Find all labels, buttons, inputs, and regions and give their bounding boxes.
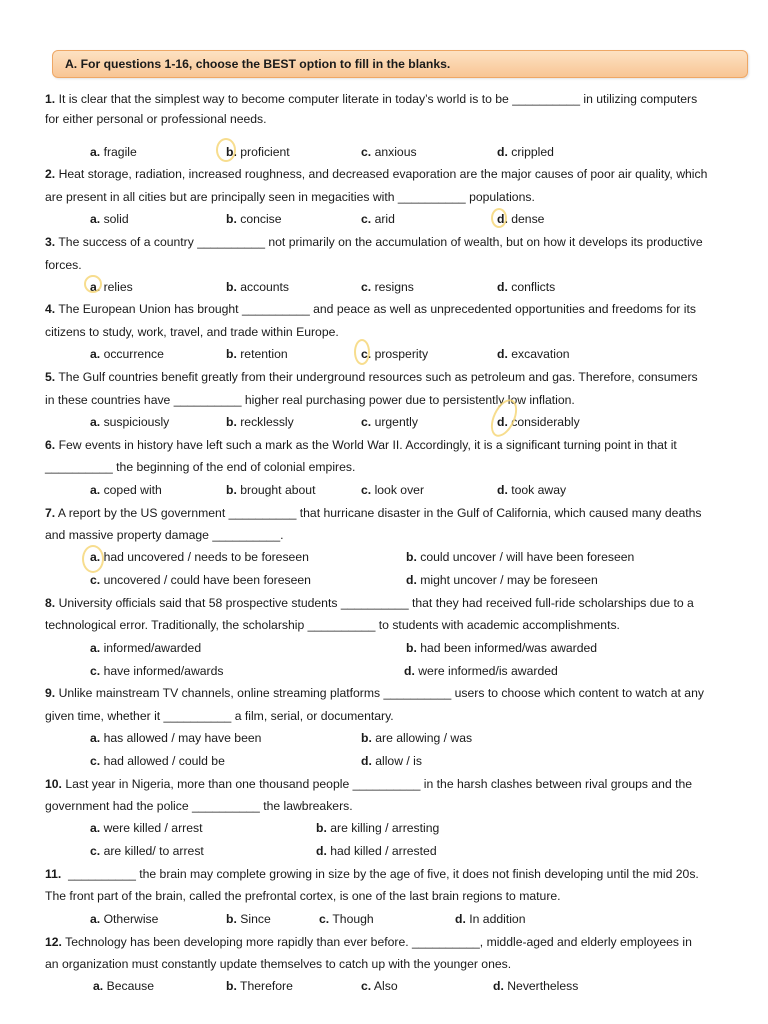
question-4-option-b[interactable] — [226, 347, 288, 361]
text-segment: Unlike mainstream TV channels, online streaming platforms __________ users to choose which content to watch at any — [58, 686, 704, 700]
question-6-line-1 — [45, 438, 677, 452]
question-12-option-b[interactable] — [226, 979, 293, 993]
option-letter: b. — [316, 821, 327, 835]
text-segment: had uncovered / needs to be foreseen — [103, 550, 309, 564]
question-6-option-b[interactable] — [226, 483, 315, 497]
question-2-option-b[interactable] — [226, 212, 282, 226]
option-letter: c. — [361, 415, 372, 429]
option-letter: d. — [493, 979, 504, 993]
text-segment: are present in all cities but are principally seen in megacities with __________ populations. — [45, 190, 535, 204]
text-segment: Technology has been developing more rapidly than ever before. __________, middle-aged and elderly employees in — [65, 935, 692, 949]
option-letter: 3. — [45, 235, 56, 249]
question-7-option-a[interactable] — [90, 550, 309, 564]
text-segment: Few events in history have left such a mark as the World War II. Accordingly, it is a significant turning point in that it — [58, 438, 677, 452]
section-instruction-banner — [52, 50, 748, 78]
text-segment: look over — [374, 483, 425, 497]
text-segment: The success of a country __________ not primarily on the accumulation of wealth, but on how it develops its productive — [58, 235, 703, 249]
option-letter: c. — [361, 979, 372, 993]
question-2-option-a[interactable] — [90, 212, 129, 226]
question-12-option-a[interactable] — [93, 979, 154, 993]
question-9-option-b[interactable] — [361, 731, 472, 745]
text-segment: accounts — [240, 280, 290, 294]
question-6-line-2 — [45, 460, 355, 474]
option-letter: d. — [316, 844, 327, 858]
answer-circle-mark — [82, 545, 104, 573]
text-segment: solid — [103, 212, 129, 226]
text-segment: conflicts — [511, 280, 556, 294]
option-letter: c. — [319, 912, 330, 926]
question-9-line-1 — [45, 686, 704, 700]
question-1-option-c[interactable] — [361, 145, 417, 159]
option-letter: d. — [497, 212, 508, 226]
text-segment: prosperity — [374, 347, 429, 361]
option-letter: a. — [90, 550, 101, 564]
text-segment: coped with — [103, 483, 162, 497]
question-7-option-c[interactable] — [90, 573, 311, 587]
question-2-line-1 — [45, 167, 707, 181]
option-letter: c. — [90, 664, 101, 678]
text-segment: has allowed / may have been — [103, 731, 262, 745]
question-5-line-2 — [45, 393, 575, 407]
text-segment: took away — [511, 483, 567, 497]
text-segment: Since — [240, 912, 271, 926]
text-segment: technological error. Traditionally, the scholarship __________ to students with academic accomplishments. — [45, 618, 620, 632]
option-letter: a. — [90, 212, 101, 226]
option-letter: a. — [90, 731, 101, 745]
text-segment: considerably — [511, 415, 580, 429]
text-segment: recklessly — [240, 415, 294, 429]
option-letter: c. — [90, 844, 101, 858]
option-letter: d. — [361, 754, 372, 768]
question-12-option-d[interactable] — [493, 979, 578, 993]
option-letter: a. — [90, 641, 101, 655]
text-segment: In addition — [469, 912, 526, 926]
question-10-option-c[interactable] — [90, 844, 204, 858]
option-letter: 12. — [45, 935, 62, 949]
text-segment: fragile — [103, 145, 137, 159]
text-segment: given time, whether it __________ a film, serial, or documentary. — [45, 709, 394, 723]
text-segment: A report by the US government __________ that hurricane disaster in the Gulf of California, which caused many deaths — [57, 506, 702, 520]
option-letter: d. — [406, 573, 417, 587]
text-segment: Though — [332, 912, 374, 926]
question-11-line-1 — [45, 867, 699, 881]
option-letter: c. — [361, 483, 372, 497]
question-2-option-c[interactable] — [361, 212, 395, 226]
option-letter: b. — [226, 212, 237, 226]
option-letter: 4. — [45, 302, 56, 316]
question-1-option-d[interactable] — [497, 145, 554, 159]
question-3-option-b[interactable] — [226, 280, 289, 294]
option-letter: d. — [404, 664, 415, 678]
option-letter: b. — [226, 145, 237, 159]
text-segment: retention — [240, 347, 288, 361]
answer-circle-mark — [216, 138, 236, 162]
option-letter: 8. — [45, 596, 56, 610]
text-segment: in these countries have __________ higher real purchasing power due to persistently low inflation. — [45, 393, 575, 407]
text-segment: had been informed/was awarded — [420, 641, 598, 655]
text-segment: occurrence — [103, 347, 164, 361]
text-segment: The Gulf countries benefit greatly from their underground resources such as petroleum and gas. Therefore, consumers — [58, 370, 698, 384]
question-3-option-d[interactable] — [497, 280, 555, 294]
option-letter: c. — [90, 754, 101, 768]
question-5-option-b[interactable] — [226, 415, 294, 429]
question-11-option-c[interactable] — [319, 912, 374, 926]
option-letter: c. — [361, 145, 372, 159]
question-8-line-1 — [45, 596, 694, 610]
question-5-option-a[interactable] — [90, 415, 169, 429]
text-segment: dense — [511, 212, 545, 226]
question-10-line-2 — [45, 799, 353, 813]
text-segment: Heat storage, radiation, increased roughness, and decreased evaporation are the major causes of poor air quality, which — [58, 167, 708, 181]
text-segment: proficient — [240, 145, 290, 159]
option-letter: a. — [90, 347, 101, 361]
question-8-line-2 — [45, 618, 620, 632]
question-7-option-b[interactable] — [406, 550, 634, 564]
question-4-option-a[interactable] — [90, 347, 164, 361]
answer-circle-mark — [354, 339, 370, 365]
option-letter: a. — [93, 979, 104, 993]
option-letter: 5. — [45, 370, 56, 384]
text-segment: government had the police __________ the lawbreakers. — [45, 799, 353, 813]
question-4-line-2 — [45, 325, 339, 339]
text-segment: uncovered / could have been foreseen — [103, 573, 311, 587]
option-letter: b. — [226, 415, 237, 429]
option-letter: 10. — [45, 777, 62, 791]
question-6-option-d[interactable] — [497, 483, 566, 497]
question-5-option-c[interactable] — [361, 415, 418, 429]
question-12-line-1 — [45, 935, 692, 949]
question-3-option-c[interactable] — [361, 280, 414, 294]
question-7-line-1 — [45, 506, 702, 520]
question-8-option-c[interactable] — [90, 664, 223, 678]
question-7-option-d[interactable] — [406, 573, 598, 587]
text-segment: relies — [103, 280, 133, 294]
option-letter: b. — [406, 550, 417, 564]
text-segment: are killed/ to arrest — [103, 844, 204, 858]
text-segment: were killed / arrest — [103, 821, 203, 835]
option-letter: d. — [497, 145, 508, 159]
question-7-line-2 — [45, 528, 284, 542]
text-segment: for either personal or professional needs. — [45, 112, 267, 126]
question-1-option-a[interactable] — [90, 145, 137, 159]
question-11-option-a[interactable] — [90, 912, 158, 926]
option-letter: a. — [90, 280, 101, 294]
question-12-option-c[interactable] — [361, 979, 398, 993]
question-9-option-d[interactable] — [361, 754, 422, 768]
option-letter: b. — [361, 731, 372, 745]
option-letter: a. — [90, 145, 101, 159]
text-segment: forces. — [45, 258, 82, 272]
text-segment: might uncover / may be foreseen — [420, 573, 598, 587]
option-letter: c. — [90, 573, 101, 587]
question-10-option-a[interactable] — [90, 821, 202, 835]
text-segment: are allowing / was — [375, 731, 473, 745]
text-segment: Nevertheless — [507, 979, 579, 993]
question-4-option-d[interactable] — [497, 347, 570, 361]
text-segment: resigns — [374, 280, 414, 294]
text-segment: an organization must constantly update themselves to catch up with the younger ones. — [45, 957, 512, 971]
text-segment: brought about — [240, 483, 316, 497]
text-segment: It is clear that the simplest way to become computer literate in today’s world is to be __________ in utilizing computers — [58, 92, 698, 106]
text-segment: have informed/awards — [103, 664, 224, 678]
text-segment: University officials said that 58 prospective students __________ that they had received full-ride scholarships due to a — [58, 596, 694, 610]
question-9-line-2 — [45, 709, 394, 723]
option-letter: c. — [361, 212, 372, 226]
text-segment: had killed / arrested — [330, 844, 437, 858]
text-segment: __________ the brain may complete growing in size by the age of five, it does not finish developing until the mid 20s. — [68, 867, 699, 881]
text-segment: were informed/is awarded — [418, 664, 558, 678]
question-5-line-1 — [45, 370, 698, 384]
section-title: A. For questions 1-16, choose the BEST option to fill in the blanks. — [65, 57, 451, 71]
option-letter: b. — [226, 483, 237, 497]
option-letter: b. — [226, 347, 237, 361]
text-segment: crippled — [511, 145, 554, 159]
question-11-option-b[interactable] — [226, 912, 271, 926]
question-4-option-c[interactable] — [361, 347, 428, 361]
question-3-line-1 — [45, 235, 703, 249]
text-segment: and massive property damage __________. — [45, 528, 284, 542]
text-segment: informed/awarded — [103, 641, 202, 655]
text-segment: __________ the beginning of the end of colonial empires. — [45, 460, 356, 474]
question-8-option-b[interactable] — [406, 641, 597, 655]
option-letter: 6. — [45, 438, 56, 452]
option-letter: 9. — [45, 686, 56, 700]
text-segment: The front part of the brain, called the prefrontal cortex, is one of the last brain regions to mature. — [45, 889, 561, 903]
option-letter: c. — [361, 347, 372, 361]
question-10-line-1 — [45, 777, 692, 791]
option-letter: a. — [90, 415, 101, 429]
question-6-option-c[interactable] — [361, 483, 424, 497]
text-segment: citizens to study, work, travel, and trade within Europe. — [45, 325, 339, 339]
question-10-option-b[interactable] — [316, 821, 439, 835]
text-segment: are killing / arresting — [330, 821, 440, 835]
answer-circle-mark — [491, 208, 507, 228]
option-letter: a. — [90, 483, 101, 497]
question-1-line-1 — [45, 92, 697, 106]
question-2-line-2 — [45, 190, 535, 204]
question-8-option-a[interactable] — [90, 641, 201, 655]
option-letter: d. — [497, 280, 508, 294]
text-segment: anxious — [374, 145, 417, 159]
text-segment: Because — [106, 979, 154, 993]
option-letter: d. — [497, 415, 508, 429]
option-letter: 2. — [45, 167, 56, 181]
text-segment: had allowed / could be — [103, 754, 225, 768]
option-letter: d. — [497, 483, 508, 497]
option-letter: c. — [361, 280, 372, 294]
question-9-option-a[interactable] — [90, 731, 261, 745]
option-letter: d. — [497, 347, 508, 361]
option-letter: a. — [90, 912, 101, 926]
text-segment: concise — [240, 212, 282, 226]
option-letter: d. — [455, 912, 466, 926]
question-10-option-d[interactable] — [316, 844, 437, 858]
option-letter: b. — [226, 912, 237, 926]
option-letter: 7. — [45, 506, 56, 520]
question-4-line-1 — [45, 302, 696, 316]
option-letter: b. — [226, 280, 237, 294]
option-letter: b. — [226, 979, 237, 993]
question-11-option-d[interactable] — [455, 912, 525, 926]
question-11-line-2 — [45, 889, 561, 903]
question-6-option-a[interactable] — [90, 483, 162, 497]
text-segment: The European Union has brought __________ and peace as well as unprecedented opportunities and freedoms for its — [58, 302, 696, 316]
text-segment: allow / is — [375, 754, 422, 768]
text-segment: Otherwise — [103, 912, 159, 926]
question-8-option-d[interactable] — [404, 664, 558, 678]
text-segment: excavation — [511, 347, 570, 361]
text-segment: Last year in Nigeria, more than one thousand people __________ in the harsh clashes between rival groups and the — [65, 777, 693, 791]
option-letter: 11. — [45, 867, 62, 881]
text-segment: could uncover / will have been foreseen — [420, 550, 635, 564]
option-letter: b. — [406, 641, 417, 655]
question-number: 1. — [45, 92, 56, 106]
text-segment: urgently — [374, 415, 418, 429]
question-3-line-2 — [45, 258, 82, 272]
question-12-line-2 — [45, 957, 511, 971]
question-9-option-c[interactable] — [90, 754, 225, 768]
text-segment: Therefore — [240, 979, 293, 993]
option-letter: a. — [90, 821, 101, 835]
text-segment: Also — [373, 979, 398, 993]
text-segment: suspiciously — [103, 415, 170, 429]
text-segment: arid — [374, 212, 395, 226]
answer-circle-mark — [84, 275, 102, 293]
question-1-line-2 — [45, 112, 267, 126]
